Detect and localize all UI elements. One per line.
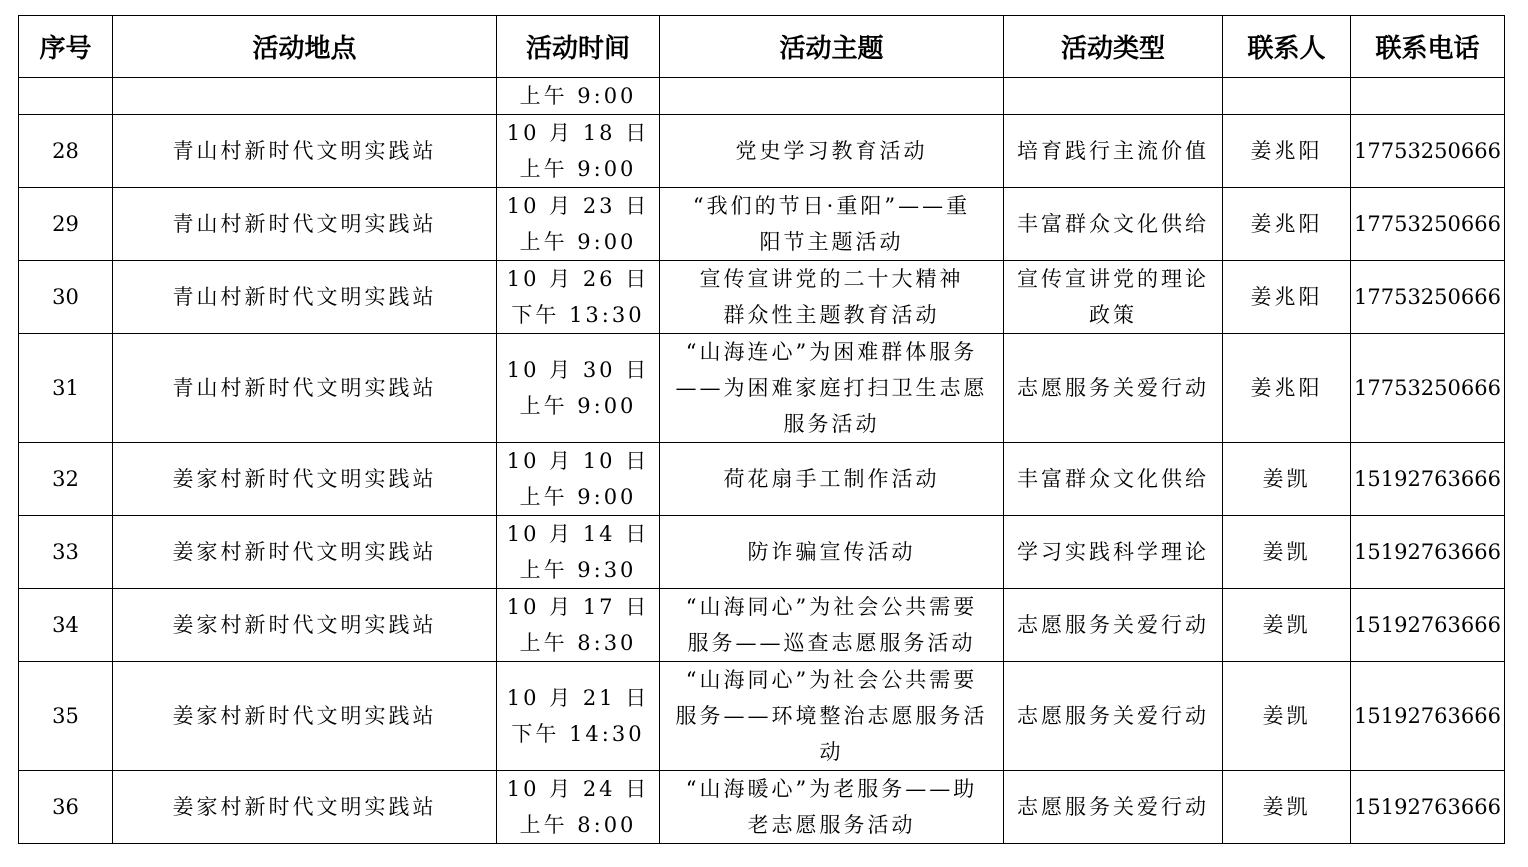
cell-time	[497, 443, 660, 516]
header-theme: 活动主题	[660, 16, 1004, 78]
cell-place: 青山村新时代文明实践站	[113, 115, 497, 188]
cell-time-line: 上午 8:30	[519, 631, 637, 655]
cell-place: 姜家村新时代文明实践站	[113, 516, 497, 589]
cell-time-line: 上午 9:00	[519, 157, 637, 181]
cell-time-line: 10 月 10 日	[506, 449, 650, 473]
cell-time-line: 上午 9:30	[519, 558, 637, 582]
cell-theme-line: 阳节主题活动	[759, 230, 904, 254]
cell-theme-line: 服务活动	[783, 412, 880, 436]
cell-place: 青山村新时代文明实践站	[113, 188, 497, 261]
cell-type-line: 志愿服务关爱行动	[1017, 376, 1209, 400]
cell-no: 35	[19, 662, 113, 771]
table-row	[19, 334, 1505, 443]
cell-theme	[660, 771, 1004, 844]
cell-time-line: 10 月 26 日	[506, 267, 650, 291]
cell-theme-line: “山海连心”为困难群体服务	[685, 340, 978, 364]
cell-phone: 15192763666	[1351, 771, 1505, 844]
cell-type	[1004, 516, 1223, 589]
cell-place: 青山村新时代文明实践站	[113, 334, 497, 443]
cell-time	[497, 188, 660, 261]
cell-time-line: 下午 13:30	[511, 303, 645, 327]
header-no: 序号	[19, 16, 113, 78]
cell-theme-line: “我们的节日·重阳”——重	[692, 194, 971, 218]
cell-no: 36	[19, 771, 113, 844]
table-row	[19, 771, 1505, 844]
cell-no: 30	[19, 261, 113, 334]
cell-phone: 17753250666	[1351, 115, 1505, 188]
cell-type	[1004, 188, 1223, 261]
cell-type-line: 丰富群众文化供给	[1017, 212, 1209, 236]
cell-theme-line: 服务——巡查志愿服务活动	[687, 631, 976, 655]
table-row	[19, 516, 1505, 589]
cell-theme-line: 动	[819, 740, 844, 764]
cell-phone: 15192763666	[1351, 662, 1505, 771]
table-row	[19, 188, 1505, 261]
table-row	[19, 115, 1505, 188]
cell-type	[1004, 771, 1223, 844]
cell-type	[1004, 115, 1223, 188]
cell-time-line: 上午 9:00	[519, 84, 637, 108]
cell-time	[497, 78, 660, 115]
cell-type-line: 丰富群众文化供给	[1017, 467, 1209, 491]
header-type: 活动类型	[1004, 16, 1223, 78]
cell-time-line: 10 月 17 日	[506, 595, 650, 619]
cell-time-line: 10 月 21 日	[506, 686, 650, 710]
cell-time-line: 10 月 23 日	[506, 194, 650, 218]
cell-phone: 17753250666	[1351, 188, 1505, 261]
cell-theme-line: 老志愿服务活动	[747, 813, 916, 837]
cell-theme	[660, 662, 1004, 771]
cell-theme	[660, 334, 1004, 443]
cell-theme-line: “山海同心”为社会公共需要	[685, 668, 978, 692]
cell-theme-line: ——为困难家庭打扫卫生志愿	[675, 376, 988, 400]
activity-table	[18, 15, 1505, 844]
cell-phone: 17753250666	[1351, 261, 1505, 334]
cell-theme	[660, 188, 1004, 261]
cell-theme	[660, 589, 1004, 662]
cell-theme	[660, 261, 1004, 334]
cell-type-line: 宣传宣讲党的理论	[1017, 267, 1209, 291]
cell-time	[497, 662, 660, 771]
cell-contact: 姜凯	[1223, 662, 1351, 771]
cell-theme-line: 群众性主题教育活动	[723, 303, 940, 327]
cell-phone: 17753250666	[1351, 334, 1505, 443]
cell-type	[1004, 334, 1223, 443]
cell-theme-line: “山海暖心”为老服务——助	[685, 777, 978, 801]
cell-phone: 15192763666	[1351, 589, 1505, 662]
cell-type	[1004, 78, 1223, 115]
cell-theme-line: 荷花扇手工制作活动	[723, 467, 940, 491]
cell-contact: 姜凯	[1223, 443, 1351, 516]
cell-place: 姜家村新时代文明实践站	[113, 771, 497, 844]
cell-contact: 姜兆阳	[1223, 188, 1351, 261]
cell-time	[497, 334, 660, 443]
cell-contact: 姜凯	[1223, 771, 1351, 844]
cell-theme	[660, 516, 1004, 589]
cell-no: 32	[19, 443, 113, 516]
cell-theme	[660, 78, 1004, 115]
cell-no: 29	[19, 188, 113, 261]
cell-time-line: 上午 8:00	[519, 813, 637, 837]
cell-contact: 姜凯	[1223, 516, 1351, 589]
cell-theme-line: “山海同心”为社会公共需要	[685, 595, 978, 619]
cell-no: 31	[19, 334, 113, 443]
table-row	[19, 443, 1505, 516]
cell-theme	[660, 115, 1004, 188]
table-row	[19, 261, 1505, 334]
cell-type-line: 培育践行主流价值	[1017, 139, 1209, 163]
cell-no	[19, 78, 113, 115]
header-phone: 联系电话	[1351, 16, 1505, 78]
cell-no: 28	[19, 115, 113, 188]
cell-theme-line: 党史学习教育活动	[735, 139, 928, 163]
header-place: 活动地点	[113, 16, 497, 78]
cell-phone: 15192763666	[1351, 443, 1505, 516]
cell-no: 34	[19, 589, 113, 662]
cell-theme-line: 宣传宣讲党的二十大精神	[699, 267, 964, 291]
cell-contact: 姜凯	[1223, 589, 1351, 662]
table-body	[19, 78, 1505, 844]
cell-type	[1004, 589, 1223, 662]
header-contact: 联系人	[1223, 16, 1351, 78]
cell-type	[1004, 261, 1223, 334]
cell-place: 青山村新时代文明实践站	[113, 261, 497, 334]
cell-contact: 姜兆阳	[1223, 334, 1351, 443]
cell-place	[113, 78, 497, 115]
cell-place: 姜家村新时代文明实践站	[113, 662, 497, 771]
cell-time-line: 10 月 14 日	[506, 522, 650, 546]
header-time: 活动时间	[497, 16, 660, 78]
cell-no: 33	[19, 516, 113, 589]
cell-time-line: 下午 14:30	[511, 722, 645, 746]
cell-theme-line: 防诈骗宣传活动	[747, 540, 916, 564]
cell-type-line: 学习实践科学理论	[1017, 540, 1209, 564]
table-row	[19, 589, 1505, 662]
cell-phone: 15192763666	[1351, 516, 1505, 589]
cell-theme-line: 服务——环境整治志愿服务活	[675, 704, 988, 728]
cell-time-line: 10 月 18 日	[506, 121, 650, 145]
cell-type-line: 政策	[1089, 303, 1137, 327]
header-row	[19, 16, 1505, 78]
cell-type	[1004, 443, 1223, 516]
cell-theme	[660, 443, 1004, 516]
cell-type-line: 志愿服务关爱行动	[1017, 795, 1209, 819]
cell-type-line: 志愿服务关爱行动	[1017, 704, 1209, 728]
cell-time-line: 上午 9:00	[519, 485, 637, 509]
cell-type-line: 志愿服务关爱行动	[1017, 613, 1209, 637]
cell-contact: 姜兆阳	[1223, 115, 1351, 188]
cell-place: 姜家村新时代文明实践站	[113, 443, 497, 516]
cell-time	[497, 261, 660, 334]
cell-time-line: 10 月 30 日	[506, 358, 650, 382]
table-row	[19, 662, 1505, 771]
cell-time	[497, 771, 660, 844]
cell-time	[497, 115, 660, 188]
cell-place: 姜家村新时代文明实践站	[113, 589, 497, 662]
cell-phone	[1351, 78, 1505, 115]
cell-time	[497, 516, 660, 589]
table-row	[19, 78, 1505, 115]
cell-time	[497, 589, 660, 662]
cell-time-line: 10 月 24 日	[506, 777, 650, 801]
cell-time-line: 上午 9:00	[519, 230, 637, 254]
cell-contact	[1223, 78, 1351, 115]
cell-time-line: 上午 9:00	[519, 394, 637, 418]
cell-contact: 姜兆阳	[1223, 261, 1351, 334]
cell-type	[1004, 662, 1223, 771]
